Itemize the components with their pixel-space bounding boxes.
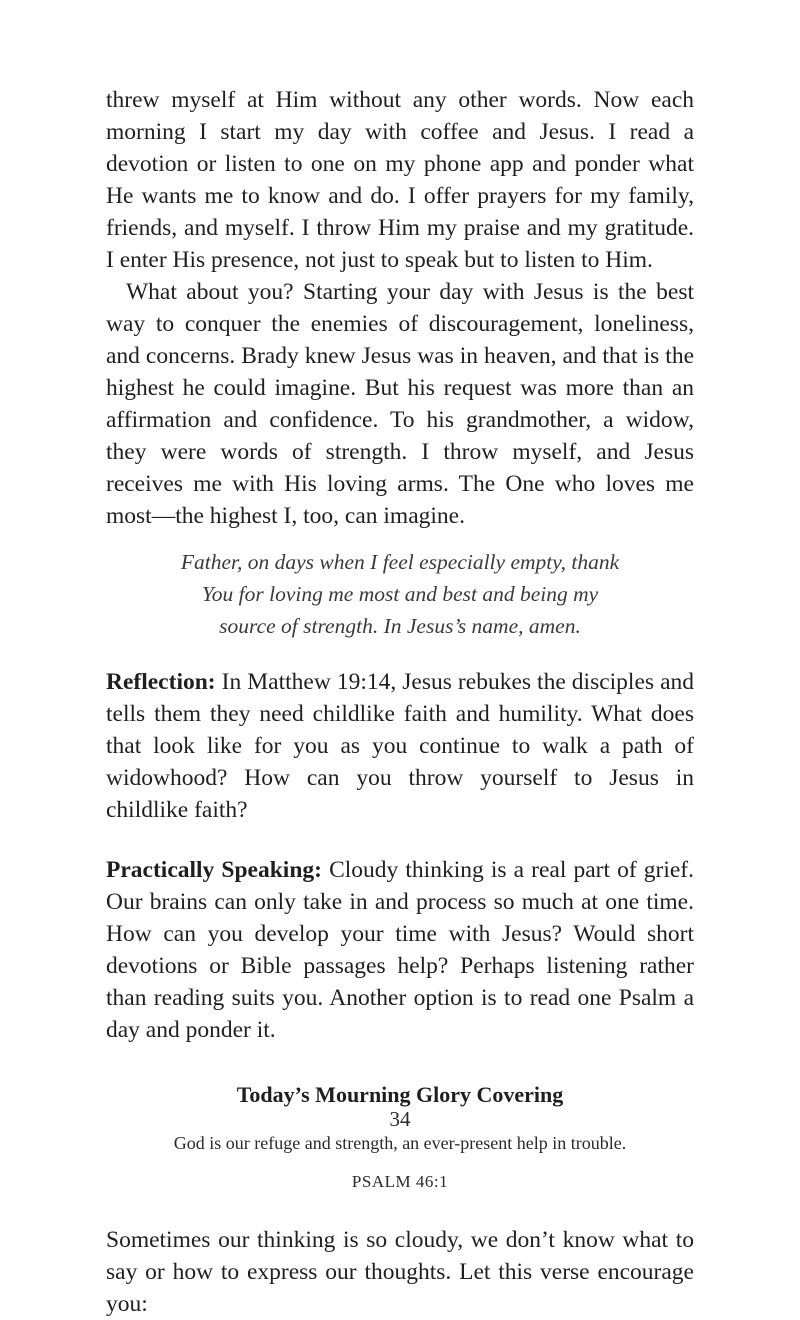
prayer-line: source of strength. In Jesus’s name, amen. <box>219 614 581 638</box>
body-paragraph: threw myself at Him without any other words. Now each morning I start my day with coffee and Jesus. I read a devotion or listen to one on my phone app and ponder what He wants me to know and do. I offer prayers for my family, friends, and myself. I throw Him my praise and my gratitude. I enter His presence, not just to speak but to listen to Him. <box>106 87 694 273</box>
practically-speaking-label: Practically Speaking: <box>106 857 322 883</box>
section-title: Today’s Mourning Glory Covering <box>236 1082 564 1107</box>
page-number: 34 <box>389 1107 411 1131</box>
practically-speaking-text: Cloudy thinking is a real part of grief. Our brains can only take in and process so much at one time. How can you develop your time with Jesus? Would short devotions or Bible passages help? Perhaps listening rather than reading suits you. Another option is to read one Psalm a day and ponder it. <box>106 857 694 1043</box>
body-paragraph: What about you? Starting your day with Jesus is the best way to conquer the enemies of discouragement, loneliness, and concerns. Brady knew Jesus was in heaven, and that is the highest he could imagine. But his request was more than an affirmation and confidence. To his grandmother, a widow, they were words of strength. I throw myself, and Jesus receives me with His loving arms. The One who loves me most—the highest I, too, can imagine. <box>106 279 694 529</box>
scripture-verse: God is our refuge and strength, an ever-present help in trouble. <box>173 1133 627 1153</box>
prayer-line: Father, on days when I feel especially empty, thank <box>180 550 620 574</box>
reflection-text: In Matthew 19:14, Jesus rebukes the disciples and tells them they need childlike faith and humility. What does that look like for you as you continue to walk a path of widowhood? How can you throw yourself to Jesus in childlike faith? <box>106 669 694 823</box>
scripture-reference: PSALM 46:1 <box>351 1172 449 1191</box>
reflection-label: Reflection: <box>106 669 216 695</box>
closing-paragraph: Sometimes our thinking is so cloudy, we don’t know what to say or how to express our thoughts. Let this verse encourage you: <box>106 1227 694 1317</box>
page-body <box>106 84 694 1320</box>
prayer-line: You for loving me most and best and being my <box>201 582 599 606</box>
prayer-block <box>106 546 694 642</box>
practically-speaking-paragraph <box>106 854 694 1046</box>
reflection-paragraph <box>106 666 694 826</box>
